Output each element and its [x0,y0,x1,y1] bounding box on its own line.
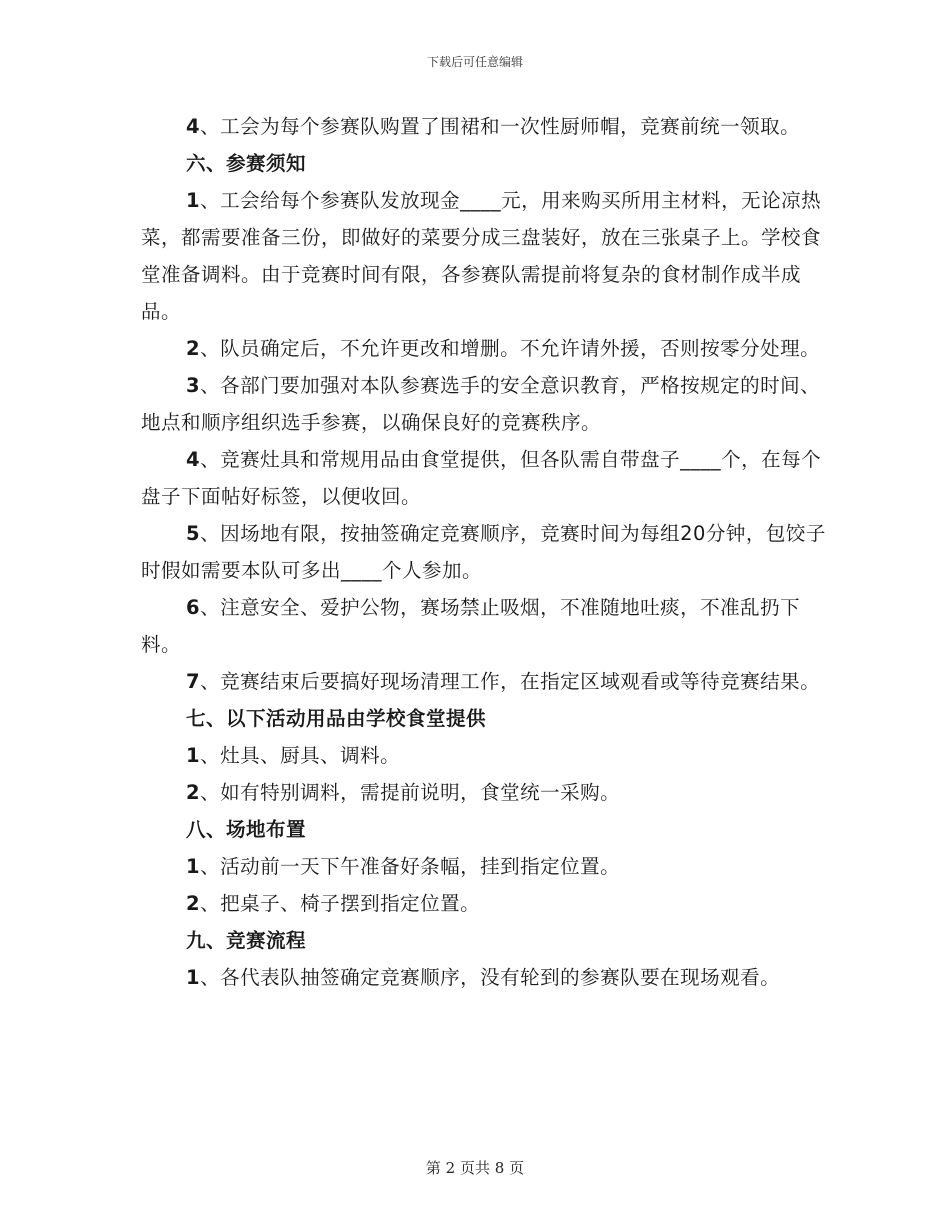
list-item [141,663,831,700]
list-item [141,774,831,811]
document-body [141,108,831,996]
list-item [141,848,831,885]
item-number: 6 [186,596,201,619]
list-item [141,330,831,367]
list-item [141,441,831,515]
section-heading: 六、参赛须知 [186,152,307,175]
item-number: 4 [186,115,201,138]
item-text: 、工会给每个参赛队发放现金____元，用来购买所用主材料，无论凉热菜，都需要准备三份，即做好的菜要分成三盘装好，放在三张桌子上。学校食堂准备调料。由于竞赛时间有限，各参赛队需提前将复杂的食材制作成半成品。 [141,189,822,323]
item-text: 、因场地有限，按抽签确定竞赛顺序，竞赛时间为每组20分钟，包饺子时假如需要本队可多出____个人参加。 [141,522,826,582]
item-text: 、各部门要加强对本队参赛选手的安全意识教育，严格按规定的时间、地点和顺序组织选手参赛，以确保良好的竞赛秩序。 [141,374,821,434]
item-text: 、灶具、厨具、调料。 [200,744,401,767]
item-number: 1 [186,744,201,767]
list-item [141,959,831,996]
item-text: 、如有特别调料，需提前说明，食堂统一采购。 [200,781,621,804]
item-number: 1 [186,855,201,878]
item-text: 、队员确定后，不允许更改和增删。不允许请外援，否则按零分处理。 [200,337,821,360]
item-text: 、竞赛结束后要搞好现场清理工作，在指定区域观看或等待竞赛结果。 [200,670,821,693]
list-item [141,515,831,589]
list-item [141,182,831,330]
item-text: 、注意安全、爱护公物，赛场禁止吸烟，不准随地吐痰，不准乱扔下料。 [141,596,801,656]
item-text: 、竞赛灶具和常规用品由食堂提供，但各队需自带盘子____个，在每个盘子下面帖好标签，以便收回。 [141,448,822,508]
item-number: 4 [186,448,201,471]
list-item [141,885,831,922]
item-text: 、工会为每个参赛队购置了围裙和一次性厨师帽，竞赛前统一领取。 [200,115,801,138]
item-number: 7 [186,670,201,693]
item-number: 2 [186,781,201,804]
item-text: 、把桌子、椅子摆到指定位置。 [200,892,481,915]
section-heading: 九、竞赛流程 [186,929,307,952]
list-item [141,737,831,774]
item-number: 1 [186,966,201,989]
list-item [141,589,831,663]
list-item [141,108,831,145]
item-number: 3 [186,374,201,397]
item-text: 、活动前一天下午准备好条幅，挂到指定位置。 [200,855,621,878]
item-number: 2 [186,892,201,915]
list-item [141,367,831,441]
section-heading: 七、以下活动用品由学校食堂提供 [186,707,487,730]
item-text: 、各代表队抽签确定竞赛顺序，没有轮到的参赛队要在现场观看。 [200,966,781,989]
section-heading: 八、场地布置 [186,818,307,841]
item-number: 1 [186,189,201,212]
item-number: 2 [186,337,201,360]
page-header: 下载后可任意编辑 [426,55,523,69]
page-footer: 第 2 页共 8 页 [425,1159,525,1177]
item-number: 5 [186,522,201,545]
